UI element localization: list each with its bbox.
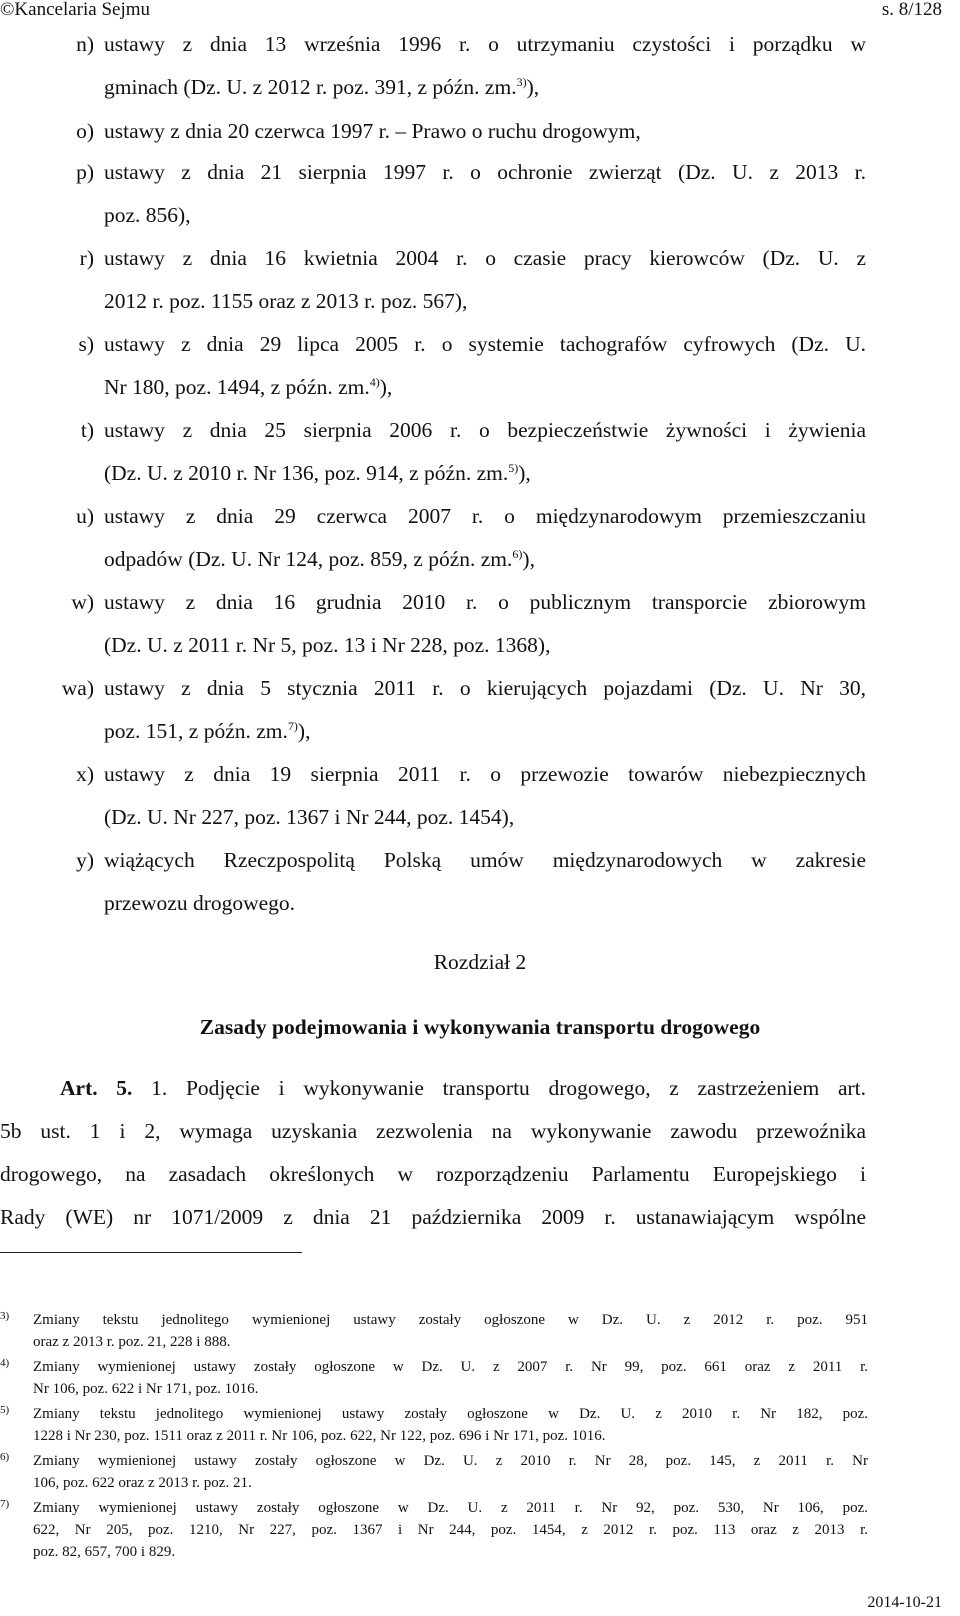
list-line: (Dz. U. z 2010 r. Nr 136, poz. 914, z późn. zm.$^{5)}$), [104, 461, 531, 485]
footnote-line: Zmiany tekstu jednolitego wymienionej ustawy zostały ogłoszone w Dz. U. z 2012 r. poz. 951 [33, 1312, 868, 1328]
footnote-number: 6) [0, 1451, 10, 1463]
footnote-line: 622, Nr 205, poz. 1210, Nr 227, poz. 1367 i Nr 244, poz. 1454, z 2012 r. poz. 113 oraz z 2013 r. [33, 1522, 868, 1538]
chapter-title: Zasady podejmowania i wykonywania transportu drogowego [199, 1015, 761, 1039]
article-line: Rady (WE) nr 1071/2009 z dnia 21 października 2009 r. ustanawiającym wspólne [0, 1205, 866, 1229]
footnote-line: 106, poz. 622 oraz z 2013 r. poz. 21. [33, 1475, 252, 1491]
footnote-line: poz. 82, 657, 700 i 829. [33, 1544, 176, 1560]
header-page-number: s. 8/128 [881, 0, 942, 20]
list-label: o) [76, 119, 94, 143]
list-line: ustawy z dnia 13 września 1996 r. o utrzymaniu czystości i porządku w [104, 32, 866, 56]
list-line: odpadów (Dz. U. Nr 124, poz. 859, z późn. zm.$^{6)}$), [104, 547, 535, 571]
list-line: poz. 151, z późn. zm.$^{7)}$), [104, 719, 311, 743]
footnote-line: Zmiany wymienionej ustawy zostały ogłoszone w Dz. U. z 2007 r. Nr 99, poz. 661 oraz z 2011 r. [33, 1359, 868, 1375]
list-label: y) [76, 848, 94, 872]
footnote-line: Zmiany tekstu jednolitego wymienionej ustawy zostały ogłoszone w Dz. U. z 2010 r. Nr 182, poz. [33, 1406, 868, 1422]
footnote-line: Zmiany wymienionej ustawy zostały ogłoszone w Dz. U. z 2010 r. Nr 28, poz. 145, z 2011 r. Nr [33, 1453, 868, 1469]
list-label: r) [79, 246, 94, 270]
list-line: ustawy z dnia 5 stycznia 2011 r. o kierujących pojazdami (Dz. U. Nr 30, [104, 676, 866, 700]
list-line: ustawy z dnia 19 sierpnia 2011 r. o przewozie towarów niebezpiecznych [104, 762, 866, 786]
list-label: t) [80, 418, 94, 442]
footnote-ref[interactable]: 4) [369, 375, 380, 389]
list-line: ustawy z dnia 29 lipca 2005 r. o systemie tachografów cyfrowych (Dz. U. [104, 332, 866, 356]
list-line: poz. 856), [104, 203, 191, 227]
list-line: ustawy z dnia 16 kwietnia 2004 r. o czasie pracy kierowców (Dz. U. z [104, 246, 866, 270]
footnote-ref[interactable]: 3) [516, 75, 527, 89]
article-line: 5b ust. 1 i 2, wymaga uzyskania zezwolenia na wykonywanie zawodu przewoźnika [0, 1119, 866, 1143]
list-line: ustawy z dnia 16 grudnia 2010 r. o publicznym transporcie zbiorowym [104, 590, 866, 614]
list-line: (Dz. U. z 2011 r. Nr 5, poz. 13 i Nr 228, poz. 1368), [104, 633, 551, 657]
list-line: ustawy z dnia 29 czerwca 2007 r. o międzynarodowym przemieszczaniu [104, 504, 866, 528]
article-number: Art. 5. [60, 1076, 133, 1100]
list-line: gminach (Dz. U. z 2012 r. poz. 391, z późn. zm.$^{3)}$), [104, 75, 540, 99]
article-first-line: Art. 5. 1. Podjęcie i wykonywanie transportu drogowego, z zastrzeżeniem art. [60, 1076, 866, 1100]
list-line: ustawy z dnia 25 sierpnia 2006 r. o bezpieczeństwie żywności i żywienia [104, 418, 866, 442]
footnote-number: 7) [0, 1498, 10, 1510]
footnote-line: Nr 106, poz. 622 i Nr 171, poz. 1016. [33, 1381, 259, 1397]
list-label: wa) [61, 676, 94, 700]
footnote-line: oraz z 2013 r. poz. 21, 228 i 888. [33, 1334, 231, 1350]
footnote-separator [0, 1252, 302, 1253]
list-line: (Dz. U. Nr 227, poz. 1367 i Nr 244, poz. 1454), [104, 805, 515, 829]
article-line: drogowego, na zasadach określonych w rozporządzeniu Parlamentu Europejskiego i [0, 1162, 866, 1186]
list-line: Nr 180, poz. 1494, z późn. zm.$^{4)}$), [104, 375, 393, 399]
footnote-line: Zmiany wymienionej ustawy zostały ogłoszone w Dz. U. z 2011 r. Nr 92, poz. 530, Nr 106, poz. [33, 1500, 868, 1516]
list-line: ustawy z dnia 21 sierpnia 1997 r. o ochronie zwierząt (Dz. U. z 2013 r. [104, 160, 866, 184]
list-line: przewozu drogowego. [104, 891, 296, 915]
footnote-ref[interactable]: 7) [287, 719, 298, 733]
footnote-number: 4) [0, 1357, 10, 1369]
footnote-line: 1228 i Nr 230, poz. 1511 oraz z 2011 r. Nr 106, poz. 622, Nr 122, poz. 696 i Nr 171, poz. 1016. [33, 1428, 606, 1444]
list-line: 2012 r. poz. 1155 oraz z 2013 r. poz. 567), [104, 289, 468, 313]
footnote-ref[interactable]: 5) [508, 461, 519, 475]
footer-date: 2014-10-21 [867, 1594, 942, 1611]
header-left: ©Kancelaria Sejmu [0, 0, 151, 20]
footnote-ref[interactable]: 6) [512, 547, 523, 561]
list-label: p) [76, 160, 94, 184]
footnote-number: 3) [0, 1310, 10, 1322]
chapter-number: Rozdział 2 [433, 950, 527, 974]
footnote-number: 5) [0, 1404, 10, 1416]
list-label: x) [76, 762, 94, 786]
list-line: ustawy z dnia 20 czerwca 1997 r. – Prawo o ruchu drogowym, [104, 119, 641, 143]
list-line: wiążących Rzeczpospolitą Polską umów międzynarodowych w zakresie [104, 848, 866, 872]
list-label: s) [78, 332, 94, 356]
list-label: w) [71, 590, 94, 614]
list-label: n) [76, 32, 94, 56]
list-label: u) [76, 504, 94, 528]
